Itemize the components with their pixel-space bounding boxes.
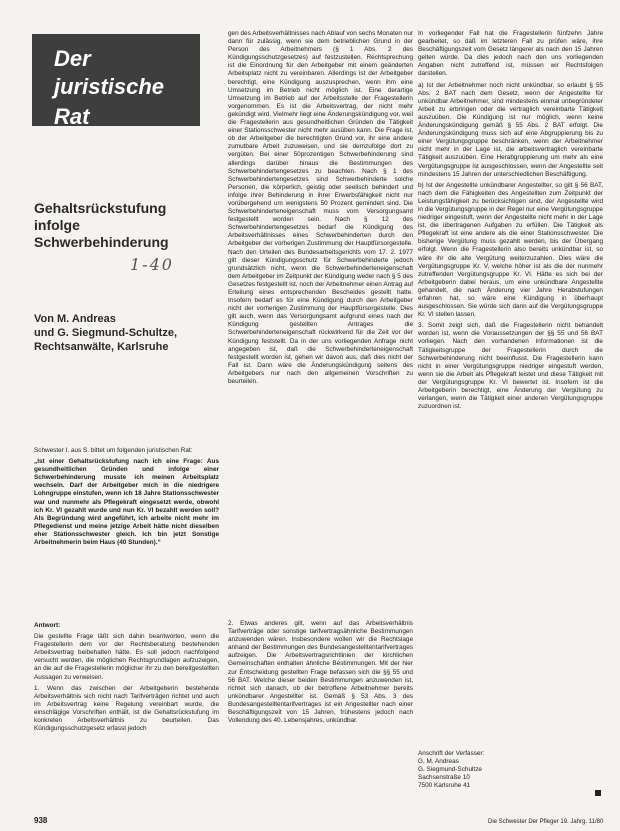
answer-label: Antwort: [34, 622, 61, 629]
column-3-intro: In vorliegender Fall hat die Fragestellerin fünfzehn Jahre gearbeitet, so daß im letzteren Fall zu prüfen wäre, ihre Beschäftigungszeit vom Gesetz längerer als nach den 15 Jahren gelten würde. Da dies jedoch nach den uns vorliegenden Angaben nicht zutreffend ist, müssen wir Rechtsfolgen darstellen. [418, 30, 603, 78]
author-byline [34, 312, 219, 354]
journal-footer: Die Schwester Der Pfleger 19. Jahrg. 11/80 [488, 819, 604, 825]
column-2-text [228, 30, 413, 389]
article-title [34, 200, 204, 251]
address-line: G. M. Andreas [418, 758, 459, 765]
address-line: 7500 Karlsruhe 41 [418, 782, 471, 789]
handwritten-note: 1-40 [130, 255, 174, 274]
answer-item-1: 1. Wenn das zwischen der Arbeitgeberin bestehende Arbeitsverhältnis sich nicht nach Tarifverträgen richtet und auch im Arbeitsvertrag keine Regelung vereinbart wurde, die einschlägige Vorschriften enthält, ist die Gehaltsrückstufung im konkreten Arbeitsverhältnis zu beurteilen. Das Kündigungsschutzgesetz erfasst jedoch [34, 684, 219, 733]
column-2-item-2 [228, 620, 413, 728]
answer-item-2: 2. Etwas anderes gilt, wenn auf das Arbeitsverhältnis Tarifverträge oder sonstige tarifvertragsähnliche Bestimmungen anzuwenden wären. Insbesondere wollen wir die Rechtslage anhand der Bestimmungen des Bundesangestelltentarifvertrages aufzeigen. Die Arbeitsvertragsrichtlinien der kirchlichen Gemeinschaften enthalten ähnliche Bestimmungen. Mit der hier zur Entscheidung gestellten Frage befassen sich die §§ 55 und 56 BAT. Welche dieser beiden Bestimmungen anzuwenden ist, richtet sich danach, ob der betroffene Arbeitnehmer bereits unkündbarer Angestellter ist. Gemäß § 53 Abs. 3 des Bundesangestelltentarifvertrages ist ein Angestellter nach einer Beschäftigungszeit von 15 Jahren, frühestens jedoch nach Vollendung des 40. Lebensjahres, unkündbar. [228, 620, 413, 725]
author-line: Rechtsanwälte, Karlsruhe [34, 341, 169, 353]
column-header-block [32, 34, 200, 129]
header-line-2: juristische Rat [54, 74, 165, 129]
address-line: G. Siegmund-Schultze [418, 766, 482, 773]
header-line-1: Der [54, 46, 91, 71]
reader-question [34, 447, 219, 550]
title-line: Schwerbehinderung [34, 234, 169, 250]
author-line: und G. Siegmund-Schultze, [34, 327, 177, 339]
column-3-item-3: 3. Somit zeigt sich, daß die Fragestellerin nicht behandelt worden ist, wenn die Voraussetzungen der §§ 55 und 56 BAT vorliegen. Nach den vorhandenen Informationen ist die Tätigkeitsgruppe der Fragestellerin durch die Schwerbehinderung nicht beeinflusst. Die Fragestellerin kann nicht in einer Vergütungsgruppe niedriger eingestuft werden, wenn sie die Arbeit als Pflegekraft leistet und diese Tätigkeit mit der Vergütungsgruppe Kr. VI bewertet ist. Insofern ist die Arbeitgeberin berechtigt, eine Änderung der Vergütung zu verlangen, wenn die Tätigkeit einer anderen Vergütungsgruppe zuzuordnen ist. [418, 322, 603, 411]
address-line: Sachsenstraße 10 [418, 774, 470, 781]
answer-section [34, 622, 219, 736]
column-3-item-a: a) Ist der Arbeitnehmer noch nicht unkündbar, so erlaubt § 55 Abs. 2 BAT nach dem Gesetz, wenn der Angestellte für unkündbar Arbeitnehmer, sind mindestens einmal unbegründeter Arbeit zu erbringen oder die vertraglich vereinbarte Tätigkeit auszuüben. Die Kündigung ist nur möglich, wenn keine Änderungskündigung gemäß § 55 Abs. 2 BAT erfolgt. Die Änderungskündigung muss sich auf eine Abgruppierung bis zu einer Vergütungsgruppe beschränken, wenn der Arbeitnehmer nicht mehr in der Lage ist, die arbeitsvertraglich vereinbarte Tätigkeit auszuüben. Eine Herabgruppierung um mehr als eine Vergütungsgruppe ist ausgeschlossen, wenn der Angestellte seit mindestens 15 Jahren der unterschiedlichen Beschäftigung. [418, 81, 603, 178]
column-3-item-b: b) Ist der Angestellte unkündbarer Angestellter, so gilt § 56 BAT, nach dem die Fähigkeiten des Angestellten zum Zeitpunkt der Leistungsfähigkeit zu berücksichtigen sind, der Angestellte wird in die Vergütungsgruppe in der Regel nur eine Vergütungsgruppe niedriger eingestuft, wenn der Angestellte nicht mehr in der Lage ist, die übertragenen Aufgaben zu erfüllen. Die Tätigkeit als Pflegekraft ist eine andere als die einer Stationsschwester. Die bisherige Vergütung muss gezahlt werden, bis der Übergang erfolgt. Wenn die Fragestellerin also bereits unkündbar ist, so wäre ihr die alte Vergütung weiterzuzahlen. Dies wäre die Vergütungsgruppe Kr. V, welche höher ist als die der nunmehr zutreffenden Vergütungsgruppe Kr. VI. Hätte es sich bei der Arbeitgeberin dabei heraus, um eine unkündbare Angestellte gehandelt, die nach Änderung vier Jahre Herabstufungen erfahren hat, so wäre eine Kündigung in überhaupt ausgeschlossen. Sie würde sich dann auf die Vergütungsgruppe Kr. VI stellen lassen. [418, 181, 603, 319]
end-of-article-mark [595, 790, 601, 796]
column-2-paragraph: gen des Arbeitsverhältnisses nach Ablauf von sechs Monaten nur dann für zulässig, wenn sie dem betrieblichen Grund in der Person des Arbeitnehmers (§ 1 Abs. 2 des Kündigungsschutzgesetzes) auf festzustellen. Rechtsprechung ist die Einordnung für den Arbeitgeber mit einem geänderten Arbeitsplatz nicht zu vereinbaren. Allerdings ist der Arbeitgeber berechtigt, eine Kündigung auszusprechen, wenn ihm eine Umsetzung im Betrieb nicht möglich ist. Eine derartige Umsetzung im Betrieb auf der Arbeitsstelle der Fragestellerin vorgenommen. Es ist die Arbeitsvertrag, der nicht mehr gekündigt wird. Vielmehr liegt eine Änderungskündigung vor, weil die Fragestellerin aus gesundheitlichen Gründen die Tätigkeit einer Stationsschwester nicht mehr ausüben kann. Die Frage ist, ob der Arbeitgeber die berechtigten Grund vor, ihr eine andere zumutbare Arbeit zuzuweisen, und sie demzufolge dort zu vergüten. Bei einer 50prozentigen Schwerbehinderung sind allerdings darüber hinaus die Bestimmungen des Schwerbehindertengesetzes zu beachten. Nach § 1 des Schwerbehindertengesetzes sind Schwerbehinderte solche Personen, die körperlich, geistig oder seelisch behindert und infolge ihrer Behinderung in ihrer Erwerbsfähigkeit nicht nur vorübergehend um wenigstens 50 Prozent gemindert sind. Die Schwerbehinderteneigenschaft muss vom Versorgungsamt festgestellt worden sein. Nach § 12 des Schwerbehindertengesetzes bedarf die Kündigung des Arbeitsverhältnisses eines Schwerbehinderten durch den Arbeitgeber der vorherigen Zustimmung der Hauptfürsorgestelle. Nach den Urteilen des Bundesarbeitsgerichts vom 17. 2. 1977 gilt dieser Kündigungsschutz für Schwerbehinderte jedoch grundsätzlich nicht, wenn die Schwerbehinderteneigenschaft dem Arbeitgeber im Zeitpunkt der Kündigung weder nach § 5 des Gesetzes festgestellt ist, noch der Arbeitnehmer einen Antrag auf Erteilung eines entsprechenden Bescheides gestellt hatte. Insofern bedarf es für eine Kündigung durch den Arbeitgeber nicht der vorherigen Zustimmung der Hauptfürsorgestelle. Dies gilt auch, wenn das Versorgungsamt aufgrund eines nach der Kündigung gestellten Antrages die Schwerbehinderteneigenschaft rückwirkend für die Zeit vor der Kündigung feststellt. Da in der uns vorliegenden Anfrage nicht angegeben ist, daß die Schwerbehinderteneigenschaft festgestellt worden ist, gehen wir davon aus, daß dies nicht der Fall ist. Dann wäre die Änderungskündigung seitens des Arbeitgebers nur nach den allgemeinen Vorschriften zu beurteilen. [228, 30, 413, 386]
author-address [418, 750, 598, 790]
title-line: Gehaltsrückstufung [34, 200, 167, 216]
question-intro: Schwester I. aus S. bittet um folgenden juristischen Rat: [34, 447, 193, 454]
address-label: Anschrift der Verfasser: [418, 750, 485, 757]
column-3-text [418, 30, 603, 414]
author-line: Von M. Andreas [34, 313, 116, 325]
page-number: 938 [34, 816, 48, 825]
question-body: „Ist einer Gehaltsrückstufung nach ich eine Frage: Aus gesundheitlichen Gründen und infolge einer Schwerbehinderung musste ich meinen Arbeitsplatz wechseln. Darf der Arbeitgeber mich in die niedrigere Lohngruppe einstufen, wenn ich 18 Jahre Stationsschwester war und nunmehr als Pflegekraft eingesetzt werde, obwohl ich Kr. VI gezahlt wurde und nun Kr. VI bezahlt werden soll? Als Begründung wird angeführt, ich arbeite nicht mehr im Pflegedienst und meine jetzige Arbeit hätte nicht dieselben eher Stationsschwester gleich. Ich bin jetzt Sonstige Arbeitnehmerin beim Haus (40 Stunden).“ [34, 458, 219, 547]
title-line: infolge [34, 217, 80, 233]
answer-body: Die gestellte Frage läßt sich dahin beantworten, wenn die Fragestellerin dem vor der Rechtsberatung bestehenden Arbeitsvertrag beibehalten hätte. Es soll jedoch nachfolgend versucht werden, die möglichen Rechtsgrundlagen aufzuzeigen, an die auf die Fragestellerin möglicher ihr zu den bereitgestellten Aussagen zu verweisen. [34, 633, 219, 681]
